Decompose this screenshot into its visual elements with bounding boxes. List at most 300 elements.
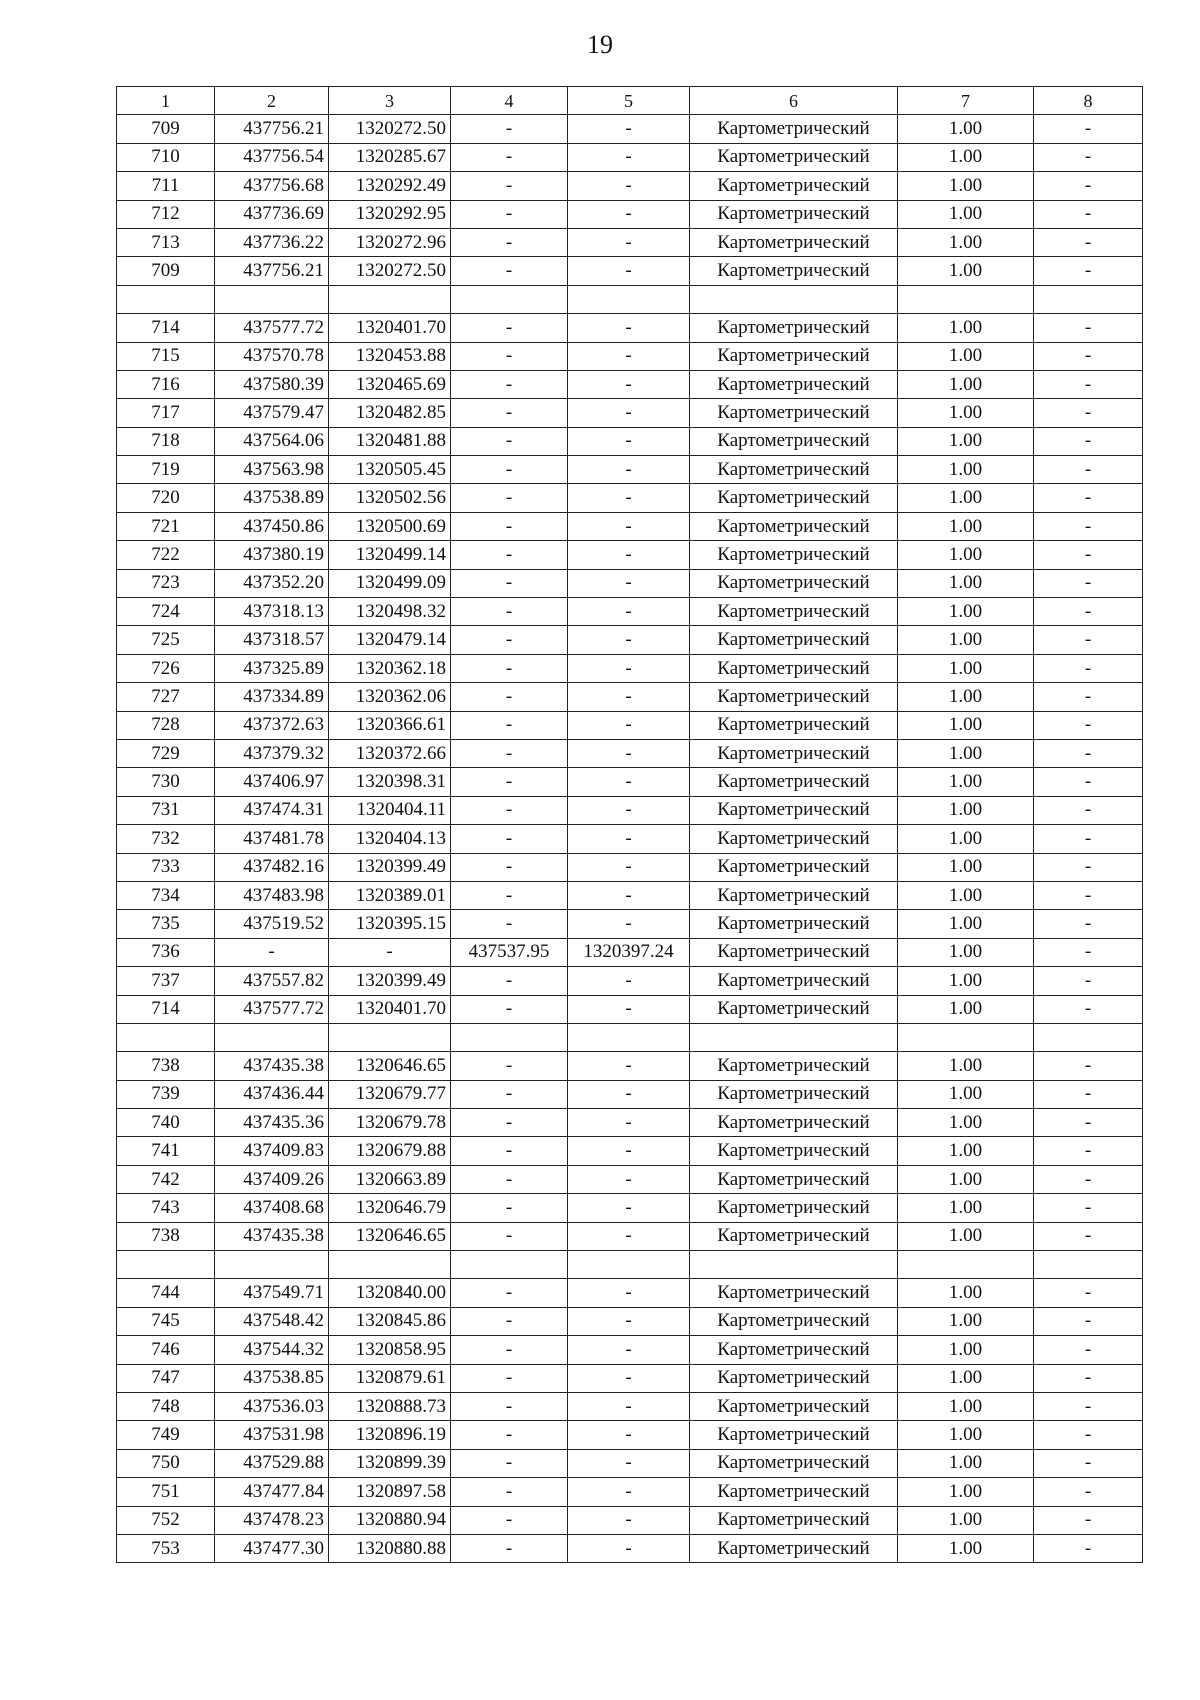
table-cell — [690, 285, 898, 313]
table-row — [117, 1534, 1143, 1562]
table-cell: 747 — [117, 1364, 215, 1392]
table-cell: - — [451, 1222, 568, 1250]
table-cell: Картометрический — [690, 1364, 898, 1392]
table-cell: 1320897.58 — [329, 1478, 451, 1506]
table-cell: Картометрический — [690, 995, 898, 1023]
table-row — [117, 1109, 1143, 1137]
table-cell: - — [451, 512, 568, 540]
table-cell: - — [1034, 200, 1143, 228]
table-cell: Картометрический — [690, 342, 898, 370]
table-cell: 437577.72 — [215, 314, 329, 342]
table-cell: 750 — [117, 1449, 215, 1477]
table-cell: - — [1034, 1194, 1143, 1222]
table-cell: 1320646.65 — [329, 1222, 451, 1250]
table-cell: 743 — [117, 1194, 215, 1222]
table-cell: Картометрический — [690, 569, 898, 597]
table-cell: - — [1034, 1449, 1143, 1477]
table-cell: 1.00 — [898, 1307, 1034, 1335]
table-cell: 1.00 — [898, 1165, 1034, 1193]
table-cell: - — [568, 910, 690, 938]
table-row — [117, 1165, 1143, 1193]
table-cell: 437519.52 — [215, 910, 329, 938]
column-header: 1 — [117, 87, 215, 115]
table-cell: - — [451, 541, 568, 569]
table-row — [117, 910, 1143, 938]
table-cell: 437564.06 — [215, 427, 329, 455]
table-row — [117, 1222, 1143, 1250]
table-cell: 1.00 — [898, 456, 1034, 484]
table-cell: - — [568, 1080, 690, 1108]
table-cell: Картометрический — [690, 768, 898, 796]
table-cell: 753 — [117, 1534, 215, 1562]
table-cell: 437318.57 — [215, 626, 329, 654]
table-cell: - — [568, 399, 690, 427]
table-row — [117, 1364, 1143, 1392]
table-cell: - — [568, 1279, 690, 1307]
table-cell: 1.00 — [898, 1364, 1034, 1392]
table-cell: 1.00 — [898, 569, 1034, 597]
table-cell: 727 — [117, 683, 215, 711]
table-cell: 437372.63 — [215, 711, 329, 739]
table-cell: 752 — [117, 1506, 215, 1534]
table-cell: 1320499.09 — [329, 569, 451, 597]
table-cell — [568, 1023, 690, 1051]
table-cell: - — [568, 1165, 690, 1193]
table-cell: Картометрический — [690, 1194, 898, 1222]
table-cell: 1320499.14 — [329, 541, 451, 569]
table-cell: - — [1034, 1336, 1143, 1364]
table-cell: 437408.68 — [215, 1194, 329, 1222]
table-cell: - — [451, 370, 568, 398]
table-cell: 738 — [117, 1052, 215, 1080]
table-cell: - — [568, 1364, 690, 1392]
table-cell: - — [451, 200, 568, 228]
table-row — [117, 853, 1143, 881]
table-cell: Картометрический — [690, 739, 898, 767]
table-cell: - — [451, 1336, 568, 1364]
table-cell: 1.00 — [898, 626, 1034, 654]
table-cell: 437379.32 — [215, 739, 329, 767]
table-cell: 726 — [117, 654, 215, 682]
table-row — [117, 598, 1143, 626]
table-cell: 437435.36 — [215, 1109, 329, 1137]
table-cell: 1320362.06 — [329, 683, 451, 711]
table-cell: Картометрический — [690, 654, 898, 682]
table-row — [117, 342, 1143, 370]
table-cell: - — [1034, 541, 1143, 569]
table-cell: - — [568, 711, 690, 739]
table-cell: - — [1034, 143, 1143, 171]
table-cell: - — [1034, 342, 1143, 370]
column-header: 6 — [690, 87, 898, 115]
table-cell: 437756.21 — [215, 257, 329, 285]
table-cell: Картометрический — [690, 683, 898, 711]
table-cell: - — [1034, 1534, 1143, 1562]
table-cell: 437436.44 — [215, 1080, 329, 1108]
table-cell — [898, 1251, 1034, 1279]
table-cell: - — [451, 427, 568, 455]
table-row — [117, 967, 1143, 995]
table-cell: - — [1034, 853, 1143, 881]
table-cell: 1.00 — [898, 739, 1034, 767]
table-cell: - — [451, 1392, 568, 1420]
table-cell: 1320646.65 — [329, 1052, 451, 1080]
table-cell: 1.00 — [898, 172, 1034, 200]
table-cell: 437529.88 — [215, 1449, 329, 1477]
table-cell: 1.00 — [898, 115, 1034, 143]
table-cell: 1.00 — [898, 1421, 1034, 1449]
table-cell: 713 — [117, 228, 215, 256]
table-cell: 1.00 — [898, 995, 1034, 1023]
table-cell — [451, 1023, 568, 1051]
table-cell: Картометрический — [690, 370, 898, 398]
table-cell — [1034, 1251, 1143, 1279]
table-cell: 437756.21 — [215, 115, 329, 143]
table-header-row — [117, 87, 1143, 115]
table-cell: - — [568, 768, 690, 796]
table-cell: 736 — [117, 938, 215, 966]
table-cell: 437570.78 — [215, 342, 329, 370]
table-cell: - — [568, 1307, 690, 1335]
table-cell: - — [451, 456, 568, 484]
table-cell: 1.00 — [898, 1478, 1034, 1506]
table-cell — [451, 1251, 568, 1279]
table-cell: - — [451, 399, 568, 427]
table-cell: - — [1034, 796, 1143, 824]
table-cell: - — [451, 683, 568, 711]
table-cell: - — [451, 967, 568, 995]
table-cell: - — [568, 1506, 690, 1534]
table-cell: 751 — [117, 1478, 215, 1506]
table-cell: - — [1034, 1222, 1143, 1250]
table-cell: - — [568, 342, 690, 370]
table-cell: - — [1034, 654, 1143, 682]
column-header: 7 — [898, 87, 1034, 115]
table-cell: Картометрический — [690, 598, 898, 626]
table-cell — [117, 1251, 215, 1279]
table-cell: - — [1034, 626, 1143, 654]
table-cell: - — [451, 257, 568, 285]
table-cell: - — [568, 1449, 690, 1477]
table-cell: - — [568, 825, 690, 853]
table-cell: 437544.32 — [215, 1336, 329, 1364]
table-cell: 1320292.49 — [329, 172, 451, 200]
table-cell: Картометрический — [690, 1534, 898, 1562]
table-cell: - — [1034, 1307, 1143, 1335]
table-cell: 437409.26 — [215, 1165, 329, 1193]
table-cell: 1.00 — [898, 1534, 1034, 1562]
table-cell: 1.00 — [898, 427, 1034, 455]
table-cell: - — [1034, 1364, 1143, 1392]
table-cell: 1320465.69 — [329, 370, 451, 398]
table-cell: 1.00 — [898, 1080, 1034, 1108]
table-row — [117, 1421, 1143, 1449]
table-row — [117, 626, 1143, 654]
table-cell: - — [451, 910, 568, 938]
table-row — [117, 456, 1143, 484]
table-cell: 1.00 — [898, 1506, 1034, 1534]
table-cell: - — [1034, 881, 1143, 909]
table-row — [117, 427, 1143, 455]
table-cell: - — [568, 172, 690, 200]
table-cell: 437409.83 — [215, 1137, 329, 1165]
table-cell: 728 — [117, 711, 215, 739]
table-row — [117, 370, 1143, 398]
table-row — [117, 711, 1143, 739]
table-cell — [329, 1251, 451, 1279]
table-cell: 720 — [117, 484, 215, 512]
table-cell: - — [568, 995, 690, 1023]
table-cell: 437736.69 — [215, 200, 329, 228]
table-cell: - — [1034, 1165, 1143, 1193]
table-cell: 1320840.00 — [329, 1279, 451, 1307]
table-cell: - — [451, 1109, 568, 1137]
table-row — [117, 399, 1143, 427]
table-cell: Картометрический — [690, 1336, 898, 1364]
table-cell: 717 — [117, 399, 215, 427]
table-cell: - — [451, 115, 568, 143]
table-cell: Картометрический — [690, 484, 898, 512]
table-cell: - — [329, 938, 451, 966]
table-cell: 437435.38 — [215, 1222, 329, 1250]
table-cell: - — [1034, 1052, 1143, 1080]
table-row — [117, 825, 1143, 853]
table-cell: - — [568, 200, 690, 228]
table-cell: 1320500.69 — [329, 512, 451, 540]
table-cell: - — [451, 825, 568, 853]
table-cell: 1.00 — [898, 654, 1034, 682]
table-cell: Картометрический — [690, 881, 898, 909]
table-cell — [215, 1251, 329, 1279]
table-cell: - — [568, 683, 690, 711]
table-cell: - — [1034, 1421, 1143, 1449]
table-cell: 744 — [117, 1279, 215, 1307]
table-cell: - — [1034, 427, 1143, 455]
table-cell: - — [1034, 598, 1143, 626]
table-cell: Картометрический — [690, 115, 898, 143]
table-cell: Картометрический — [690, 1421, 898, 1449]
table-cell: - — [451, 1364, 568, 1392]
table-cell: 1320888.73 — [329, 1392, 451, 1420]
table-cell: - — [451, 1534, 568, 1562]
table-cell: - — [451, 569, 568, 597]
table-cell: Картометрический — [690, 314, 898, 342]
table-row — [117, 228, 1143, 256]
table-row — [117, 1137, 1143, 1165]
table-cell: 719 — [117, 456, 215, 484]
table-cell: 437325.89 — [215, 654, 329, 682]
table-cell: 437536.03 — [215, 1392, 329, 1420]
table-cell: - — [568, 115, 690, 143]
table-cell: - — [215, 938, 329, 966]
table-separator-row — [117, 1023, 1143, 1051]
table-cell: - — [568, 569, 690, 597]
table-cell — [568, 285, 690, 313]
table-row — [117, 1392, 1143, 1420]
table-cell: Картометрический — [690, 1109, 898, 1137]
table-row — [117, 768, 1143, 796]
table-cell: - — [568, 626, 690, 654]
table-cell: - — [451, 1449, 568, 1477]
table-cell: - — [451, 172, 568, 200]
table-cell: - — [568, 796, 690, 824]
table-cell: 1320880.88 — [329, 1534, 451, 1562]
table-cell: - — [1034, 825, 1143, 853]
table-cell: - — [451, 711, 568, 739]
table-cell: - — [451, 995, 568, 1023]
table-cell: - — [568, 1392, 690, 1420]
table-cell: 730 — [117, 768, 215, 796]
table-cell: - — [568, 512, 690, 540]
table-cell: 1.00 — [898, 541, 1034, 569]
table-row — [117, 314, 1143, 342]
table-cell — [329, 285, 451, 313]
table-cell: 437579.47 — [215, 399, 329, 427]
table-cell: 710 — [117, 143, 215, 171]
table-cell: 1320398.31 — [329, 768, 451, 796]
table-cell: - — [451, 342, 568, 370]
table-cell — [1034, 285, 1143, 313]
table-cell: 1320505.45 — [329, 456, 451, 484]
table-cell: 735 — [117, 910, 215, 938]
table-row — [117, 143, 1143, 171]
table-cell: 1320498.32 — [329, 598, 451, 626]
table-cell: Картометрический — [690, 228, 898, 256]
table-cell: 437580.39 — [215, 370, 329, 398]
table-cell: Картометрический — [690, 1392, 898, 1420]
table-cell: - — [1034, 683, 1143, 711]
table-cell: - — [568, 1194, 690, 1222]
table-cell: - — [568, 654, 690, 682]
table-cell: 437577.72 — [215, 995, 329, 1023]
table-cell: 1.00 — [898, 484, 1034, 512]
table-cell: 437563.98 — [215, 456, 329, 484]
table-cell: - — [1034, 995, 1143, 1023]
table-row — [117, 1506, 1143, 1534]
table-cell: 724 — [117, 598, 215, 626]
table-cell: 1.00 — [898, 938, 1034, 966]
table-cell — [215, 285, 329, 313]
table-cell: 1320879.61 — [329, 1364, 451, 1392]
column-header: 8 — [1034, 87, 1143, 115]
table-cell: Картометрический — [690, 853, 898, 881]
table-cell: 733 — [117, 853, 215, 881]
table-cell: 1320679.77 — [329, 1080, 451, 1108]
table-cell: - — [568, 143, 690, 171]
table-cell: - — [1034, 399, 1143, 427]
table-cell: - — [451, 654, 568, 682]
table-cell: Картометрический — [690, 1449, 898, 1477]
table-cell: 729 — [117, 739, 215, 767]
table-cell: 437477.84 — [215, 1478, 329, 1506]
table-cell: 1320404.13 — [329, 825, 451, 853]
table-cell: - — [1034, 484, 1143, 512]
table-separator-row — [117, 1251, 1143, 1279]
table-cell: 749 — [117, 1421, 215, 1449]
table-cell: 732 — [117, 825, 215, 853]
table-cell — [898, 285, 1034, 313]
table-cell: - — [568, 314, 690, 342]
table-row — [117, 995, 1143, 1023]
table-cell — [690, 1023, 898, 1051]
table-cell: 741 — [117, 1137, 215, 1165]
table-cell: 437352.20 — [215, 569, 329, 597]
table-row — [117, 739, 1143, 767]
table-row — [117, 938, 1143, 966]
table-cell: - — [1034, 1137, 1143, 1165]
table-cell: - — [568, 456, 690, 484]
table-cell: Картометрический — [690, 967, 898, 995]
table-cell: - — [1034, 1478, 1143, 1506]
table-cell: Картометрический — [690, 938, 898, 966]
table-cell: 437531.98 — [215, 1421, 329, 1449]
table-cell: 1320372.66 — [329, 739, 451, 767]
table-cell: 1320858.95 — [329, 1336, 451, 1364]
table-cell — [329, 1023, 451, 1051]
table-cell: 1320482.85 — [329, 399, 451, 427]
table-cell: 1.00 — [898, 257, 1034, 285]
table-cell: - — [1034, 768, 1143, 796]
table-cell: 738 — [117, 1222, 215, 1250]
table-cell: 437380.19 — [215, 541, 329, 569]
table-cell: Картометрический — [690, 456, 898, 484]
table-row — [117, 172, 1143, 200]
table-cell: - — [568, 1109, 690, 1137]
table-cell: 1320389.01 — [329, 881, 451, 909]
table-cell: 1.00 — [898, 314, 1034, 342]
table-row — [117, 541, 1143, 569]
table-row — [117, 1307, 1143, 1335]
table-cell: 437477.30 — [215, 1534, 329, 1562]
table-cell: - — [1034, 938, 1143, 966]
table-cell: Картометрический — [690, 143, 898, 171]
table-cell: 711 — [117, 172, 215, 200]
table-cell: 1.00 — [898, 200, 1034, 228]
table-cell: 437736.22 — [215, 228, 329, 256]
table-cell: 725 — [117, 626, 215, 654]
table-cell: 437557.82 — [215, 967, 329, 995]
table-cell: - — [1034, 1506, 1143, 1534]
table-cell: 1.00 — [898, 825, 1034, 853]
table-cell — [215, 1023, 329, 1051]
table-cell: 1320285.67 — [329, 143, 451, 171]
table-cell: - — [451, 1137, 568, 1165]
table-cell: Картометрический — [690, 399, 898, 427]
table-cell: 1320646.79 — [329, 1194, 451, 1222]
table-cell: 437481.78 — [215, 825, 329, 853]
table-cell: 709 — [117, 115, 215, 143]
table-cell: - — [451, 598, 568, 626]
table-cell: 712 — [117, 200, 215, 228]
table-cell: 1.00 — [898, 228, 1034, 256]
table-row — [117, 569, 1143, 597]
table-cell: 715 — [117, 342, 215, 370]
table-cell: 437538.89 — [215, 484, 329, 512]
table-cell: Картометрический — [690, 1279, 898, 1307]
table-cell: - — [451, 853, 568, 881]
column-header: 2 — [215, 87, 329, 115]
coordinates-table — [116, 86, 1143, 1563]
table-cell: - — [451, 1307, 568, 1335]
table-cell: 1.00 — [898, 967, 1034, 995]
table-cell: 1.00 — [898, 910, 1034, 938]
table-cell: - — [568, 881, 690, 909]
table-cell — [117, 285, 215, 313]
table-cell: 1320366.61 — [329, 711, 451, 739]
table-cell: 1320899.39 — [329, 1449, 451, 1477]
table-row — [117, 1080, 1143, 1108]
table-cell: - — [568, 853, 690, 881]
